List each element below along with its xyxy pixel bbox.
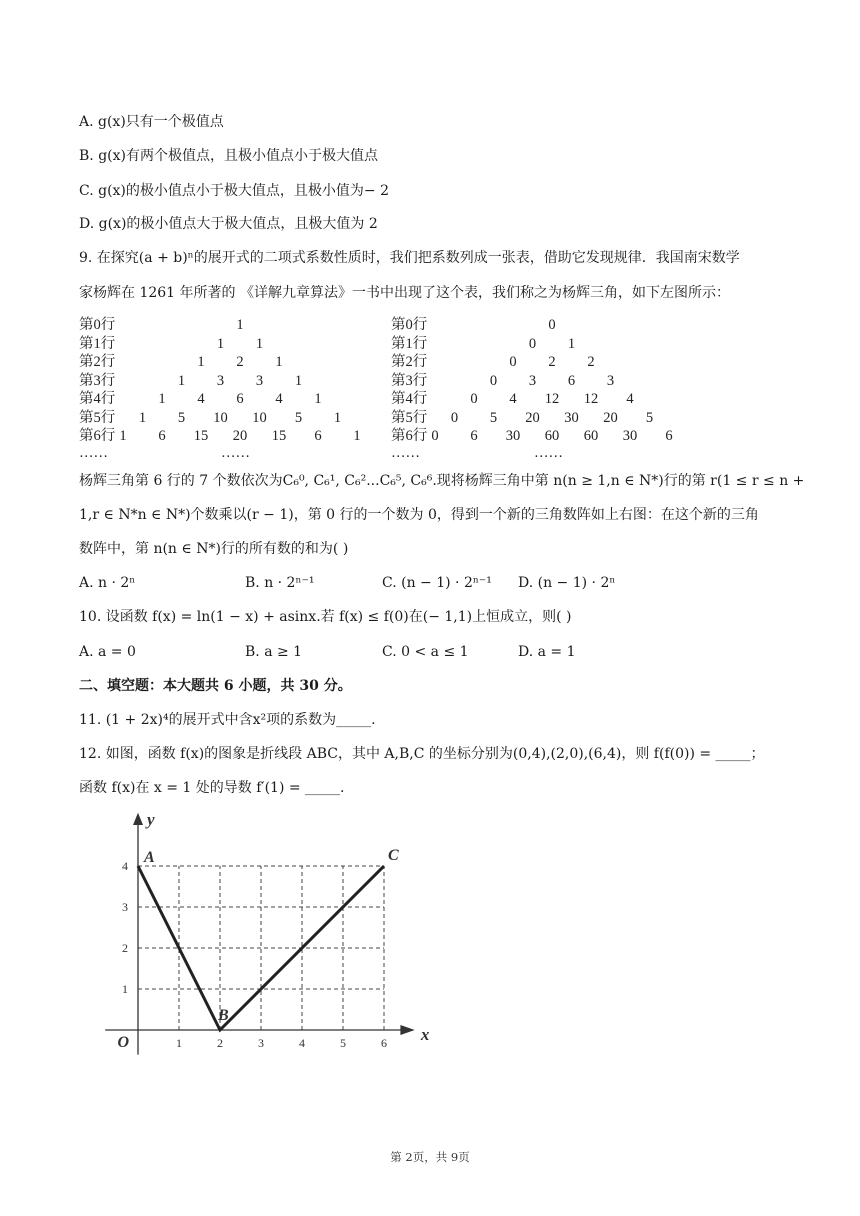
left-entry: 1 [177, 372, 186, 389]
right-entry: 0 [548, 317, 556, 333]
right-row-label: 第0行 [391, 317, 428, 333]
left-entry: 1 [333, 409, 342, 426]
q9-stem-line5: 数阵中，第 n(n ∈ N*)行的所有数的和为( ) [79, 541, 349, 557]
left-entry: 20 [232, 428, 248, 444]
left-row-label: 第0行 [79, 317, 116, 333]
right-entry: 30 [505, 428, 521, 444]
right-entry: 4 [626, 391, 634, 407]
q10-option-c: C. 0 < a ≤ 1 [382, 644, 469, 660]
right-entry: 6 [665, 428, 673, 444]
right-entry: 5 [645, 409, 654, 426]
left-entry: 1 [275, 354, 283, 370]
right-entry: 30 [622, 428, 638, 444]
right-entry: 60 [544, 428, 560, 444]
q9-option-b: B. n · 2ⁿ⁻¹ [245, 575, 315, 591]
section-heading: 二、填空题：本大题共 6 小题，共 30 分。 [79, 678, 352, 694]
left-row-label: 第1行 [79, 335, 116, 352]
right-entry: 2 [587, 354, 595, 370]
right-ellipsis: …… [391, 444, 420, 461]
y-tick-label: 1 [122, 982, 128, 996]
left-row-label: 第6行 [79, 428, 116, 444]
left-entry: 10 [252, 409, 267, 426]
left-entry: 1 [119, 428, 127, 444]
x-tick-label: 2 [217, 1036, 223, 1050]
left-row-label: 第3行 [79, 372, 116, 389]
left-entry: 6 [314, 428, 322, 444]
right-entry: 3 [606, 372, 615, 389]
left-entry: 6 [236, 391, 244, 407]
y-axis-label: y [147, 810, 155, 829]
q10-option-d: D. a = 1 [518, 644, 576, 660]
left-entry: 1 [314, 391, 322, 407]
q10-stem: 10. 设函数 f(x) = ln(1 − x) + asinx.若 f(x) ≤ f(0)在(− 1,1)上恒成立，则( ) [79, 609, 572, 625]
q8-option-d: D. g(x)的极小值点大于极大值点，且极大值为 2 [79, 216, 378, 232]
left-entry: 3 [216, 372, 225, 389]
yanghui-triangle-right [391, 316, 691, 461]
left-ellipsis: …… [79, 444, 108, 461]
x-axis-label: x [420, 1025, 430, 1044]
x-axis-arrow-icon [400, 1025, 414, 1035]
page-footer: 第 2页，共 9页 [390, 1150, 470, 1164]
right-entry: 2 [548, 354, 556, 370]
right-row-label: 第2行 [391, 354, 428, 370]
q9-option-d: D. (n − 1) · 2ⁿ [518, 575, 616, 591]
left-entry: 1 [294, 372, 303, 389]
q9-option-a: A. n · 2ⁿ [79, 575, 136, 591]
left-entry: 4 [275, 391, 283, 407]
point-label-b: B [218, 1007, 229, 1024]
x-tick-label: 5 [340, 1036, 346, 1050]
right-entry: 0 [450, 409, 459, 426]
right-entry: 0 [509, 354, 517, 370]
left-entry: 1 [255, 335, 264, 352]
left-entry: 4 [197, 391, 205, 407]
x-tick-label: 1 [176, 1036, 182, 1050]
right-row-label: 第4行 [391, 391, 428, 407]
y-axis-arrow-icon [133, 813, 143, 825]
left-entry: 1 [216, 335, 225, 352]
right-entry: 20 [603, 409, 618, 426]
point-label-c: C [388, 847, 399, 864]
function-graph [100, 810, 440, 1080]
left-entry: 15 [271, 428, 287, 444]
right-entry: 0 [470, 391, 478, 407]
left-entry: 1 [353, 428, 361, 444]
q9-stem-line2: 家杨辉在 1261 年所著的 《详解九章算法》一书中出现了这个表，我们称之为杨辉三角，如下左图所示： [79, 285, 730, 301]
left-entry: 2 [236, 354, 244, 370]
right-entry: 0 [528, 335, 537, 352]
q8-option-b: B. g(x)有两个极值点，且极小值点小于极大值点 [79, 148, 378, 164]
right-entry: 3 [528, 372, 537, 389]
right-entry: 6 [470, 428, 478, 444]
left-entry: 5 [177, 409, 186, 426]
left-entry: 10 [213, 409, 228, 426]
right-entry: 4 [509, 391, 517, 407]
q9-stem-line1: 9. 在探究(a + b)ⁿ的展开式的二项式系数性质时，我们把系数列成一张表，借助它发现规律．我国南宋数学 [79, 250, 740, 266]
left-entry: 15 [193, 428, 209, 444]
origin-label: O [117, 1034, 130, 1051]
x-tick-label: 3 [258, 1036, 264, 1050]
left-entry: 1 [197, 354, 205, 370]
right-entry: 5 [489, 409, 498, 426]
right-row-label: 第5行 [391, 409, 428, 426]
y-tick-label: 3 [122, 900, 128, 914]
left-entry: 6 [158, 428, 166, 444]
right-entry: 20 [525, 409, 540, 426]
left-row-label: 第4行 [79, 391, 116, 407]
left-entry: 5 [294, 409, 303, 426]
yanghui-triangle-left [79, 316, 379, 461]
left-entry: 3 [255, 372, 264, 389]
q9-option-c: C. (n − 1) · 2ⁿ⁻¹ [382, 575, 492, 591]
right-row-label: 第3行 [391, 372, 428, 389]
x-tick-label: 4 [299, 1036, 305, 1050]
right-entry: 30 [564, 409, 579, 426]
q12-stem-line1: 12. 如图，函数 f(x)的图象是折线段 ABC，其中 A,B,C 的坐标分别为(0,4),(2,0),(6,4)，则 f(f(0)) = _____； [79, 746, 765, 762]
right-entry: 12 [544, 391, 560, 407]
left-ellipsis: …… [221, 444, 250, 461]
left-entry: 1 [158, 391, 166, 407]
right-row-label: 第6行 [391, 428, 428, 444]
q10-option-b: B. a ≥ 1 [245, 644, 303, 660]
q9-stem-line3: 杨辉三角第 6 行的 7 个数依次为C₆⁰, C₆¹, C₆²...C₆⁵, C₆⁶.现将杨辉三角中第 n(n ≥ 1,n ∈ N*)行的第 r(1 ≤ r ≤ n + [79, 473, 805, 489]
right-entry: 0 [431, 428, 439, 444]
q11-stem: 11. (1 + 2x)⁴的展开式中含x²项的系数为_____. [79, 712, 376, 728]
right-entry: 1 [567, 335, 576, 352]
y-tick-label: 2 [122, 941, 128, 955]
right-entry: 0 [489, 372, 498, 389]
left-entry: 1 [236, 317, 244, 333]
left-entry: 1 [138, 409, 147, 426]
q8-option-a: A. g(x)只有一个极值点 [79, 114, 224, 130]
right-ellipsis: …… [534, 444, 563, 461]
left-row-label: 第5行 [79, 409, 116, 426]
q12-stem-line2: 函数 f(x)在 x = 1 处的导数 f′(1) = _____. [79, 780, 345, 796]
right-entry: 12 [583, 391, 599, 407]
q8-option-c: C. g(x)的极小值点小于极大值点，且极小值为− 2 [79, 183, 389, 199]
point-label-a: A [144, 849, 155, 866]
y-tick-label: 4 [122, 859, 128, 873]
left-row-label: 第2行 [79, 354, 116, 370]
right-entry: 60 [583, 428, 599, 444]
q10-option-a: A. a = 0 [79, 644, 136, 660]
right-row-label: 第1行 [391, 335, 428, 352]
x-tick-label: 6 [381, 1036, 387, 1050]
q9-stem-line4: 1,r ∈ N*n ∈ N*)个数乘以(r − 1)，第 0 行的一个数为 0，得到一个新的三角数阵如上右图：在这个新的三角 [79, 507, 759, 523]
right-entry: 6 [567, 372, 576, 389]
